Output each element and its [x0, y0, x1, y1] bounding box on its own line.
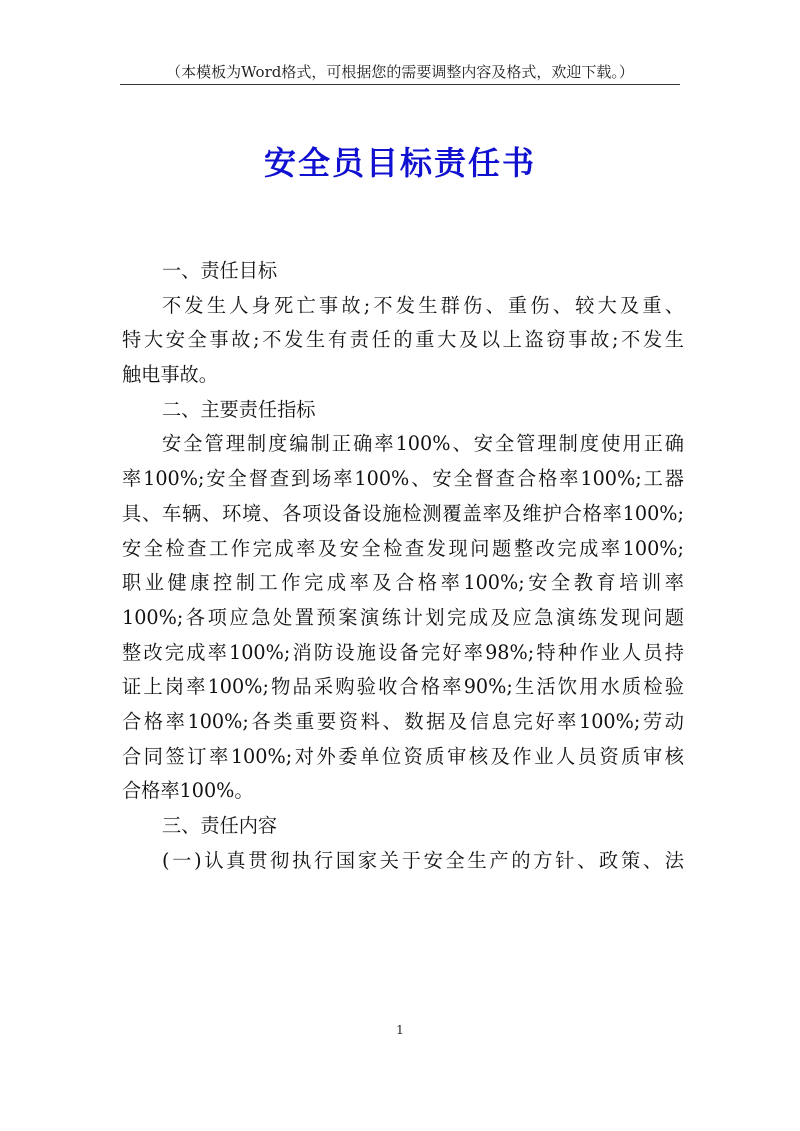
paragraph-line: 职业健康控制工作完成率及合格率100%;安全教育培训率 [122, 571, 684, 595]
paragraph-line: 特大安全事故;不发生有责任的重大及以上盗窃事故;不发生 [122, 328, 684, 352]
section-heading-3: 三、责任内容 [162, 814, 278, 837]
page-number: 1 [396, 1023, 404, 1037]
header-note: （本模板为Word格式，可根据您的需要调整内容及格式，欢迎下载。） [166, 63, 634, 81]
paragraph-line: 触电事故。 [122, 363, 218, 387]
paragraph-line: 安全检查工作完成率及安全检查发现问题整改完成率100%; [122, 536, 684, 560]
document-title: 安全员目标责任书 [263, 144, 536, 182]
paragraph-line: 整改完成率100%;消防设施设备完好率98%;特种作业人员持 [122, 640, 684, 664]
paragraph-line: 合同签订率100%;对外委单位资质审核及作业人员资质审核 [122, 744, 684, 768]
paragraph-line: 具、车辆、环境、各项设备设施检测覆盖率及维护合格率100%; [122, 501, 684, 525]
paragraph-line: 率100%;安全督查到场率100%、安全督查合格率100%;工器 [122, 467, 684, 491]
paragraph-line: (一)认真贯彻执行国家关于安全生产的方针、政策、法 [162, 848, 684, 872]
paragraph-line: 合格率100%。 [122, 779, 254, 803]
section-heading-1: 一、责任目标 [162, 259, 278, 282]
section-heading-2: 二、主要责任指标 [162, 397, 316, 421]
paragraph-line: 合格率100%;各类重要资料、数据及信息完好率100%;劳动 [122, 709, 684, 733]
paragraph-line: 100%;各项应急处置预案演练计划完成及应急演练发现问题 [122, 605, 684, 629]
paragraph-line: 不发生人身死亡事故;不发生群伤、重伤、较大及重、 [162, 293, 684, 317]
paragraph-line: 安全管理制度编制正确率100%、安全管理制度使用正确 [162, 432, 684, 456]
header-divider [120, 84, 680, 85]
paragraph-line: 证上岗率100%;物品采购验收合格率90%;生活饮用水质检验 [122, 675, 684, 699]
document-body [122, 254, 684, 878]
